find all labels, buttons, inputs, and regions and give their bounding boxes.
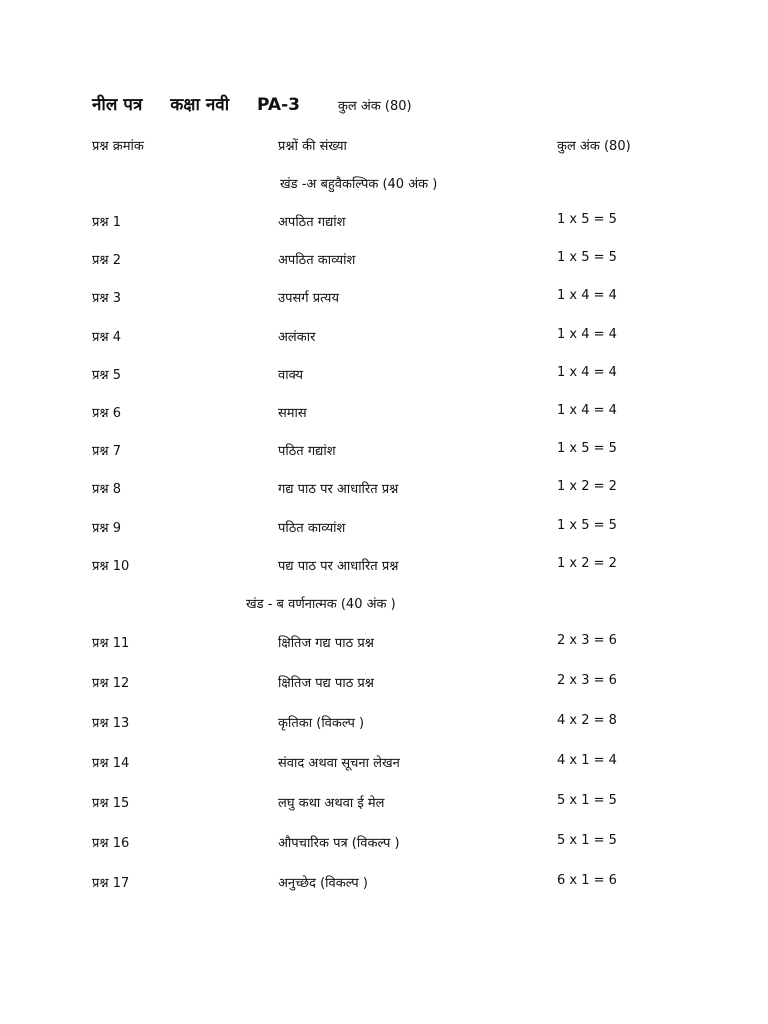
question-number: प्रश्न 14 bbox=[92, 756, 130, 771]
question-number: प्रश्न 3 bbox=[92, 291, 121, 307]
question-topic: वाक्य bbox=[278, 367, 304, 383]
question-number: प्रश्न 7 bbox=[92, 444, 121, 460]
question-topic: अनुच्छेद (विकल्प ) bbox=[278, 876, 368, 891]
question-marks: 1 x 2 = 2 bbox=[557, 479, 617, 495]
question-marks: 1 x 4 = 4 bbox=[557, 364, 617, 380]
question-marks: 1 x 4 = 4 bbox=[557, 403, 617, 418]
question-number: प्रश्न 13 bbox=[92, 716, 130, 731]
question-number: प्रश्न 1 bbox=[92, 215, 121, 230]
question-marks: 5 x 1 = 5 bbox=[557, 793, 617, 808]
question-marks: 2 x 3 = 6 bbox=[557, 633, 617, 648]
question-number: प्रश्न 16 bbox=[92, 836, 130, 851]
question-number: प्रश्न 2 bbox=[92, 253, 121, 269]
question-number: प्रश्न 8 bbox=[92, 482, 121, 498]
question-marks: 4 x 2 = 8 bbox=[557, 713, 617, 728]
question-topic: संवाद अथवा सूचना लेखन bbox=[278, 756, 400, 771]
section-a-label: खंड -अ बहुवैकल्पिक (40 अंक ) bbox=[280, 177, 438, 192]
question-topic: अलंकार bbox=[278, 329, 316, 345]
question-marks: 1 x 4 = 4 bbox=[557, 288, 617, 304]
question-topic: पठित गद्यांश bbox=[278, 444, 336, 460]
question-topic: औपचारिक पत्र (विकल्प ) bbox=[278, 836, 400, 851]
question-number: प्रश्न 4 bbox=[92, 329, 121, 345]
question-topic: कृतिका (विकल्प ) bbox=[278, 716, 365, 731]
question-marks: 4 x 1 = 4 bbox=[557, 753, 617, 768]
question-marks: 1 x 4 = 4 bbox=[557, 326, 617, 342]
column-question-no: प्रश्न क्रमांक bbox=[92, 139, 144, 154]
question-topic: उपसर्ग प्रत्यय bbox=[278, 291, 339, 307]
question-number: प्रश्न 11 bbox=[92, 636, 130, 651]
document-title bbox=[92, 92, 412, 115]
question-topic: क्षितिज गद्य पाठ प्रश्न bbox=[278, 636, 374, 651]
question-topic: लघु कथा अथवा ई मेल bbox=[278, 796, 385, 811]
question-marks: 1 x 5 = 5 bbox=[557, 441, 617, 457]
question-number: प्रश्न 17 bbox=[92, 876, 130, 891]
column-total-marks: कुल अंक (80) bbox=[557, 139, 631, 154]
column-question-count: प्रश्नों की संख्या bbox=[278, 139, 347, 154]
question-topic: पठित काव्यांश bbox=[278, 520, 346, 536]
question-number: प्रश्न 9 bbox=[92, 520, 121, 536]
question-topic: गद्य पाठ पर आधारित प्रश्न bbox=[278, 482, 399, 498]
question-number: प्रश्न 12 bbox=[92, 676, 130, 691]
question-marks: 6 x 1 = 6 bbox=[557, 873, 617, 888]
question-marks: 1 x 5 = 5 bbox=[557, 212, 617, 227]
title-main bbox=[92, 95, 328, 115]
title-part-pa3: PA-3 bbox=[257, 95, 300, 115]
question-marks: 5 x 1 = 5 bbox=[557, 833, 617, 848]
question-topic: अपठित काव्यांश bbox=[278, 253, 356, 269]
title-part-blue-paper: नील पत्र bbox=[92, 95, 143, 115]
question-number: प्रश्न 10 bbox=[92, 558, 130, 574]
question-number: प्रश्न 15 bbox=[92, 796, 130, 811]
question-marks: 1 x 5 = 5 bbox=[557, 517, 617, 533]
question-marks: 1 x 2 = 2 bbox=[557, 555, 617, 571]
question-marks: 1 x 5 = 5 bbox=[557, 250, 617, 266]
question-topic: समास bbox=[278, 406, 307, 421]
question-topic: क्षितिज पद्य पाठ प्रश्न bbox=[278, 676, 374, 691]
question-topic: पद्य पाठ पर आधारित प्रश्न bbox=[278, 558, 399, 574]
question-marks: 2 x 3 = 6 bbox=[557, 673, 617, 688]
question-number: प्रश्न 6 bbox=[92, 406, 121, 421]
title-total-marks: कुल अंक (80) bbox=[337, 99, 412, 114]
question-topic: अपठित गद्यांश bbox=[278, 215, 346, 230]
question-number: प्रश्न 5 bbox=[92, 367, 121, 383]
section-b-label: खंड - ब वर्णनात्मक (40 अंक ) bbox=[246, 597, 396, 612]
title-part-class: कक्षा नवी bbox=[170, 95, 230, 115]
